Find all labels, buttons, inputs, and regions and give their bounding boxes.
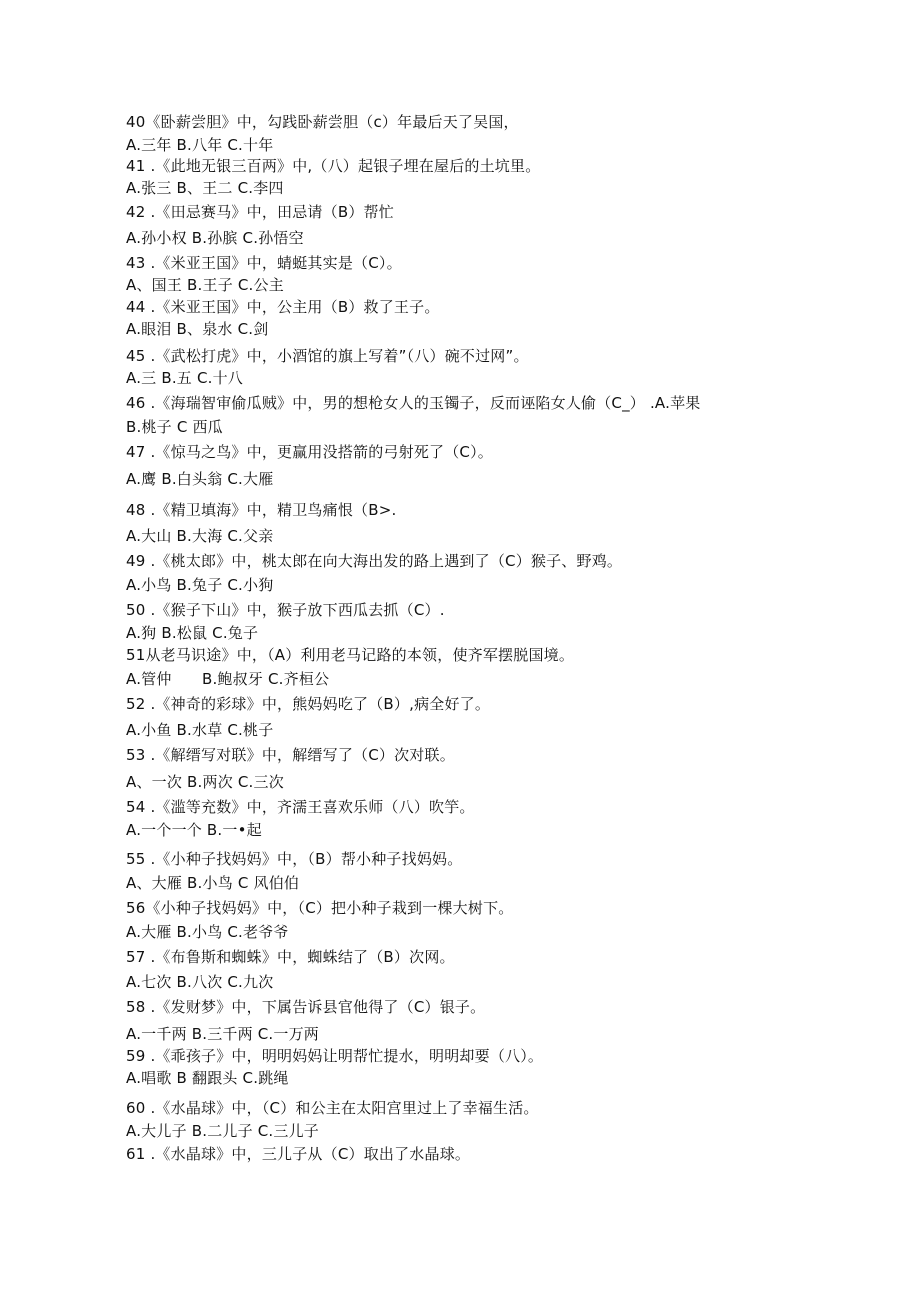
options-41: A.张三 B、王二 C.李四	[126, 179, 284, 197]
question-46: 46 .《海瑞智审偷瓜贼》中，男的想枪女人的玉镯子，反而诬陷女人偷（C_） .A.苹果	[126, 394, 701, 412]
question-56: 56《小种子找妈妈》中，（C）把小种子栽到一棵大树下。	[126, 899, 514, 917]
options-55: A、大雁 B.小鸟 C 风伯伯	[126, 874, 300, 892]
question-54: 54 .《滥等充数》中，齐濡王喜欢乐师（八）吹竽。	[126, 798, 475, 816]
question-47: 47 .《惊马之鸟》中，更赢用没搭箭的弓射死了（C）。	[126, 443, 493, 461]
question-42: 42 .《田忌赛马》中，田忌请（B）帮忙	[126, 203, 394, 221]
options-42: A.孙小权 B.孙膑 C.孙悟空	[126, 229, 304, 247]
question-52: 52 .《神奇的彩球》中，熊妈妈吃了（B）,病全好了。	[126, 695, 491, 713]
options-52: A.小鱼 B.水草 C.桃子	[126, 721, 274, 739]
options-50: A.狗 B.松鼠 C.兔子	[126, 624, 259, 642]
options-56: A.大雁 B.小鸟 C.老爷爷	[126, 923, 289, 941]
question-51: 51从老马识途》中，（A）利用老马记路的本领，使齐军摆脱国境。	[126, 646, 575, 664]
question-43: 43 .《米亚王国》中，蜻蜓其实是（C）。	[126, 254, 402, 272]
question-58: 58 .《发财梦》中，下属告诉县官他得了（C）银子。	[126, 998, 486, 1016]
options-59: A.唱歌 B 翻跟头 C.跳绳	[126, 1069, 289, 1087]
options-44: A.眼泪 B、泉水 C.剑	[126, 320, 269, 338]
options-51: A.管仲 B.鲍叔牙 C.齐桓公	[126, 670, 330, 688]
question-44: 44 .《米亚王国》中，公主用（B）救了王子。	[126, 298, 440, 316]
options-58: A.一千两 B.三千两 C.一万两	[126, 1025, 320, 1043]
question-55: 55 .《小种子找妈妈》中，（B）帮小种子找妈妈。	[126, 850, 463, 868]
options-45: A.三 B.五 C.十八	[126, 369, 244, 387]
question-40: 40《卧薪尝胆》中，勾践卧薪尝胆（c）年最后天了吴国，	[126, 113, 519, 131]
question-45: 45 .《武松打虎》中，小酒馆的旗上写着”（八）碗不过网”。	[126, 347, 529, 365]
options-48: A.大山 B.大海 C.父亲	[126, 527, 274, 545]
options-47: A.鹰 B.白头翁 C.大雁	[126, 470, 274, 488]
options-57: A.七次 B.八次 C.九次	[126, 973, 274, 991]
options-43: A、国王 B.王子 C.公主	[126, 276, 284, 294]
question-53: 53 .《解缙写对联》中，解缙写了（C）次对联。	[126, 746, 455, 764]
options-54: A.一个一个 B.一•起	[126, 821, 262, 839]
options-49: A.小鸟 B.兔子 C.小狗	[126, 576, 274, 594]
options-60: A.大儿子 B.二儿子 C.三儿子	[126, 1122, 320, 1140]
question-61: 61 .《水晶球》中，三儿子从（C）取出了水晶球。	[126, 1145, 471, 1163]
question-49: 49 .《桃太郎》中，桃太郎在向大海出发的路上遇到了（C）猴子、野鸡。	[126, 552, 623, 570]
question-50: 50 .《猴子下山》中，猴子放下西瓜去抓（C）.	[126, 601, 445, 619]
options-40: A.三年 B.八年 C.十年	[126, 136, 274, 154]
question-48: 48 .《精卫填海》中，精卫鸟痛恨（B>.	[126, 501, 397, 519]
question-41: 41 .《此地无银三百两》中,（八）起银子埋在屋后的土坑里。	[126, 157, 541, 175]
question-57: 57 .《布鲁斯和蜘蛛》中，蜘蛛结了（B）次网。	[126, 948, 455, 966]
options-46: B.桃子 C 西瓜	[126, 418, 223, 436]
question-60: 60 .《水晶球》中，（C）和公主在太阳宫里过上了幸福生活。	[126, 1099, 539, 1117]
options-53: A、一次 B.两次 C.三次	[126, 773, 284, 791]
question-59: 59 .《乖孩子》中，明明妈妈让明帮忙提水，明明却要（八）。	[126, 1047, 544, 1065]
